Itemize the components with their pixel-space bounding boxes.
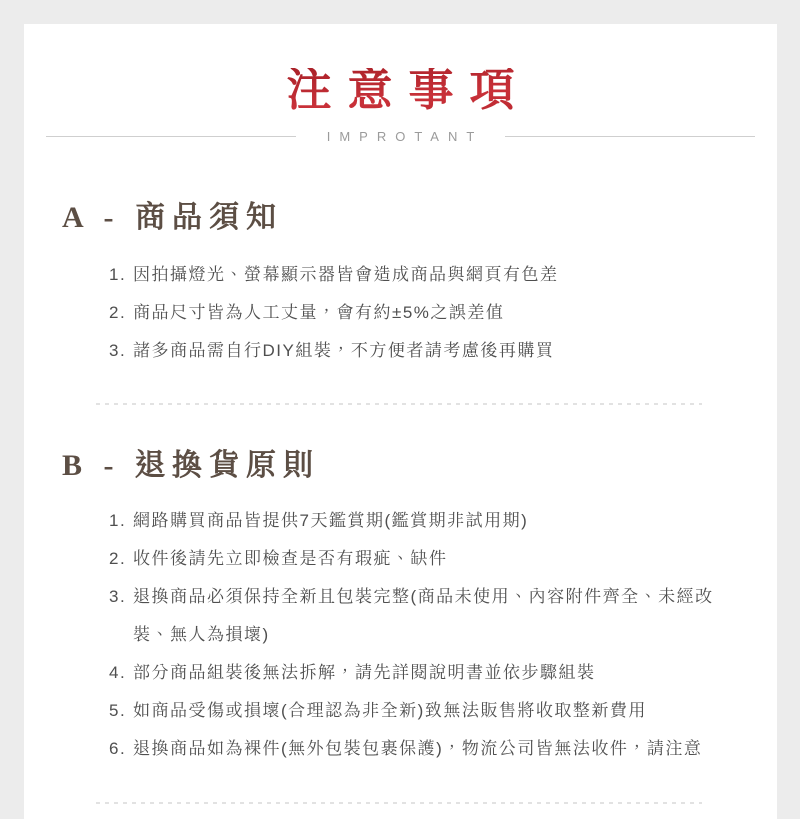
notice-card bbox=[24, 24, 777, 819]
list-item bbox=[109, 332, 721, 370]
section-a-heading: A - 商品須知 bbox=[62, 201, 283, 234]
list-item-number: 1. bbox=[109, 265, 127, 284]
list-item-text: 退換商品必須保持全新且包裝完整(商品未使用、內容附件齊全、未經改裝、無人為損壞) bbox=[133, 587, 714, 644]
list-item-text: 因拍攝燈光、螢幕顯示器皆會造成商品與網頁有色差 bbox=[133, 265, 559, 284]
section-b-list bbox=[109, 502, 777, 768]
list-item-text: 商品尺寸皆為人工丈量，會有約±5%之誤差值 bbox=[133, 303, 505, 322]
list-item-number: 1. bbox=[109, 511, 127, 530]
page-title: 注意事項 bbox=[24, 68, 777, 113]
list-item-number: 2. bbox=[109, 549, 127, 568]
list-item-text: 諸多商品需自行DIY組裝，不方便者請考慮後再購買 bbox=[133, 341, 555, 360]
list-item-text: 收件後請先立即檢查是否有瑕疵、缺件 bbox=[133, 549, 448, 568]
list-item bbox=[109, 540, 721, 578]
list-item bbox=[109, 654, 721, 692]
list-item-number: 2. bbox=[109, 303, 127, 322]
list-item-number: 5. bbox=[109, 701, 127, 720]
subtitle-row bbox=[46, 129, 755, 144]
list-item bbox=[109, 730, 721, 768]
section-product-notice bbox=[24, 200, 777, 370]
subtitle-line-left bbox=[46, 136, 296, 137]
section-a-list bbox=[109, 256, 777, 370]
list-item bbox=[109, 502, 721, 540]
dashed-divider bbox=[96, 802, 702, 804]
list-item-text: 退換商品如為裸件(無外包裝包裹保護)，物流公司皆無法收件，請注意 bbox=[133, 739, 703, 758]
list-item-text: 網路購買商品皆提供7天鑑賞期(鑑賞期非試用期) bbox=[133, 511, 529, 530]
list-item bbox=[109, 256, 721, 294]
list-item bbox=[109, 578, 721, 654]
list-item-number: 3. bbox=[109, 341, 127, 360]
subtitle-line-right bbox=[505, 136, 755, 137]
list-item-number: 3. bbox=[109, 587, 127, 606]
list-item-text: 如商品受傷或損壞(合理認為非全新)致無法販售將收取整新費用 bbox=[133, 701, 647, 720]
page-subtitle: IMPROTANT bbox=[326, 129, 484, 144]
list-item bbox=[109, 294, 721, 332]
list-item bbox=[109, 692, 721, 730]
list-item-text: 部分商品組裝後無法拆解，請先詳閱說明書並依步驟組裝 bbox=[133, 663, 596, 682]
dashed-divider bbox=[96, 403, 702, 405]
list-item-number: 4. bbox=[109, 663, 127, 682]
section-return-policy bbox=[24, 448, 777, 768]
section-b-heading: B - 退換貨原則 bbox=[62, 449, 320, 482]
list-item-number: 6. bbox=[109, 739, 127, 758]
